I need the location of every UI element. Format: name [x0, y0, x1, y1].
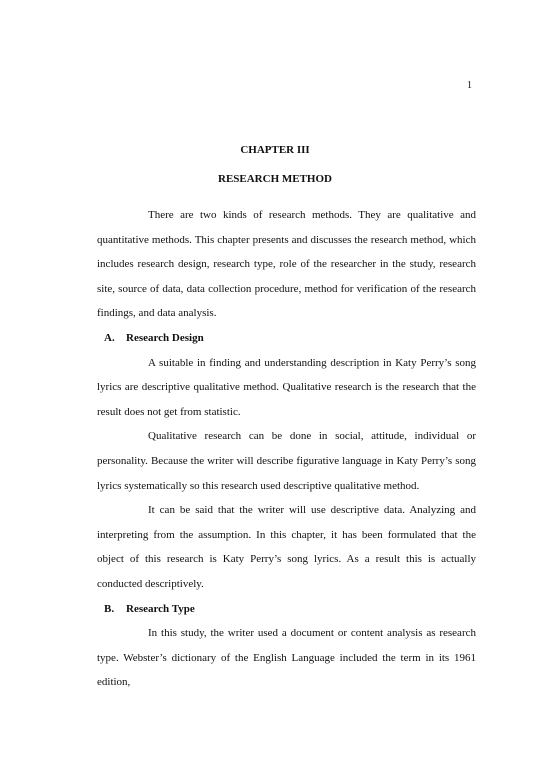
chapter-title: CHAPTER III — [240, 144, 310, 156]
section-heading-research-type — [97, 597, 476, 622]
paragraph: In this study, the writer used a document or content analysis as research type. Webster’s dictionary of the English Language included the term in its 1961 edition, — [97, 627, 476, 689]
section-heading-research-design — [97, 326, 476, 351]
intro-paragraph: There are two kinds of research methods. They are qualitative and quantitative methods. This chapter presents and discusses the research method, which includes research design, research type, role of the researcher in the study, research site, source of data, data collection procedure, method for verification of the research findings, and data analysis. — [97, 209, 476, 320]
paragraph: It can be said that the writer will use descriptive data. Analyzing and interpreting from the assumption. In this chapter, it has been formulated that the object of this research is Katy Perry’s song lyrics. As a result this is actually conducted descriptively. — [97, 504, 476, 590]
section-letter: B. — [104, 602, 115, 615]
document-body — [97, 203, 476, 695]
chapter-subtitle: RESEARCH METHOD — [218, 173, 332, 185]
paragraph: A suitable in finding and understanding description in Katy Perry’s song lyrics are descriptive qualitative method. Qualitative research is the research that the result does not get from statistic. — [97, 356, 476, 418]
section-title: Research Type — [126, 602, 195, 615]
page-number: 1 — [467, 80, 472, 91]
section-letter: A. — [104, 331, 115, 344]
paragraph: Qualitative research can be done in social, attitude, individual or personality. Because the writer will describe figurative language in Katy Perry’s song lyrics systematically so this research used descriptive qualitative method. — [97, 430, 476, 492]
section-title: Research Design — [126, 331, 204, 344]
